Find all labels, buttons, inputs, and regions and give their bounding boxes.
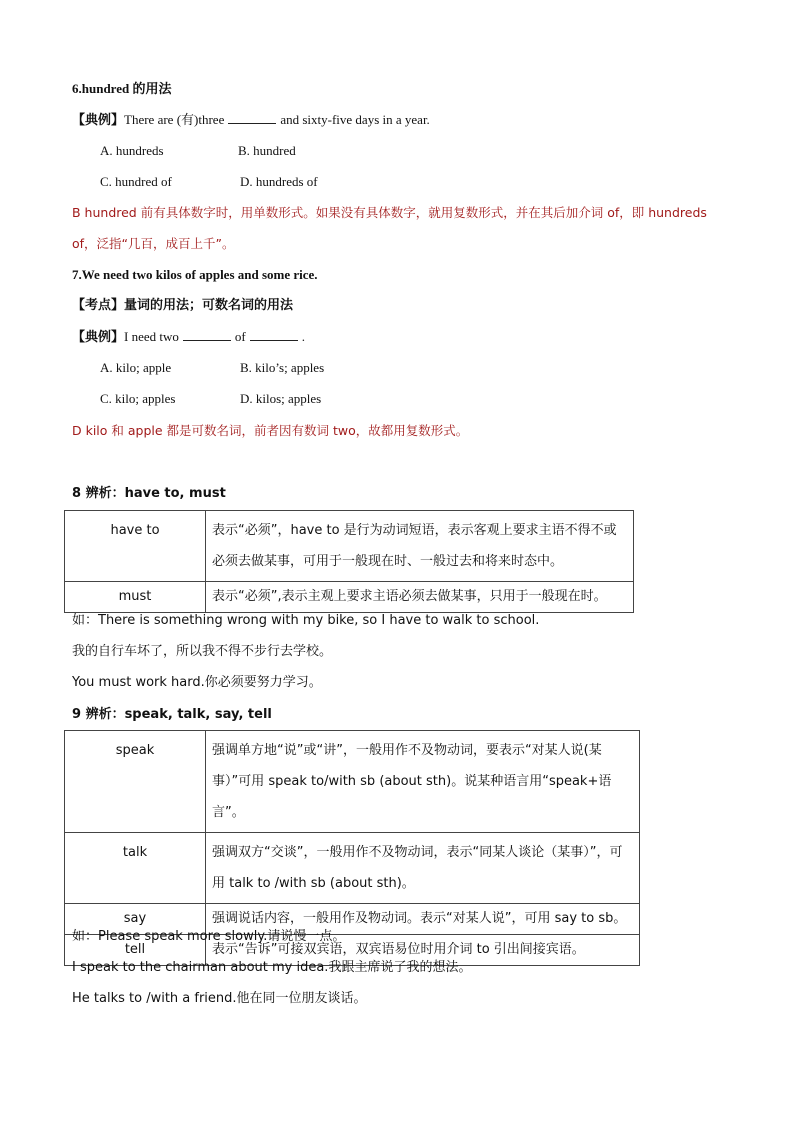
- section-9-title: 9 辨析：speak, talk, say, tell: [72, 707, 272, 722]
- s7-option-c: C. kilo; apples: [100, 391, 176, 406]
- s7-question: [72, 328, 305, 346]
- s7-option-b: B. kilo’s; apples: [240, 360, 325, 375]
- s6-option-b: B. hundred: [238, 143, 296, 158]
- s8-row-desc: 表示“必须”，have to 是行为动词短语，表示客观上要求主语不得不或必须去做某事，可用于一般现在时、一般过去和将来时态中。: [206, 511, 634, 582]
- section-7-title: 7.We need two kilos of apples and some rice.: [72, 267, 318, 282]
- s6-question: [72, 111, 430, 129]
- s8-example-1: 如：There is something wrong with my bike, so I have to walk to school.: [72, 613, 540, 628]
- s9-row-key: tell: [65, 935, 206, 966]
- point-tag: 【考点】: [72, 298, 125, 313]
- s7-question-end: .: [301, 329, 305, 344]
- s9-row-key: say: [65, 904, 206, 935]
- s7-point: [72, 297, 293, 315]
- answer-blank: [250, 328, 298, 341]
- s7-question-mid: of: [234, 329, 246, 344]
- s9-row-key: talk: [65, 833, 206, 904]
- answer-blank: [228, 111, 276, 124]
- s6-answer-line-2: of，泛指“几百，成百上千”。: [72, 236, 235, 251]
- s9-row-desc: 强调双方“交谈”，一般用作不及物动词，表示“同某人谈论（某事）”，可用 talk to /with sb (about sth)。: [206, 833, 640, 904]
- s7-option-a: A. kilo; apple: [100, 360, 172, 375]
- s7-option-d: D. kilos; apples: [240, 391, 322, 406]
- section-6-title: 6.hundred 的用法: [72, 81, 172, 96]
- table-row: [65, 731, 640, 833]
- s9-example-3: He talks to /with a friend.他在同一位朋友谈话。: [72, 991, 367, 1006]
- s9-row-desc: 强调单方地“说”或“讲”，一般用作不及物动词，要表示“对某人说(某事）”可用 speak to/with sb (about sth)。说某种语言用“speak+语言”。: [206, 731, 640, 833]
- s8-example-2: 我的自行车坏了，所以我不得不步行去学校。: [72, 644, 333, 659]
- s9-example-1: 如：Please speak more slowly.请说慢一点。: [72, 929, 346, 944]
- s8-table: [64, 510, 634, 613]
- example-tag: 【典例】: [72, 112, 125, 127]
- s6-option-d: D. hundreds of: [240, 174, 318, 189]
- s9-example-2: I speak to the chairman about my idea.我跟主席说了我的想法。: [72, 960, 472, 975]
- s7-question-pre: I need two: [124, 329, 179, 344]
- s8-row-desc: 表示“必须”,表示主观上要求主语必须去做某事，只用于一般现在时。: [206, 582, 634, 613]
- s8-row-key: have to: [65, 511, 206, 582]
- s6-answer-line-1: B hundred 前有具体数字时，用单数形式。如果没有具体数字，就用复数形式，并在其后加介词 of，即 hundreds: [72, 205, 707, 220]
- s6-question-post: and sixty-five days in a year.: [280, 112, 430, 127]
- s7-answer: D kilo 和 apple 都是可数名词，前者因有数词 two，故都用复数形式。: [72, 423, 469, 438]
- s9-row-desc: 表示“告诉”可接双宾语，双宾语易位时用介词 to 引出间接宾语。: [206, 935, 640, 966]
- answer-blank: [183, 328, 231, 341]
- example-tag: 【典例】: [72, 329, 125, 344]
- s9-row-key: speak: [65, 731, 206, 833]
- s6-option-c: C. hundred of: [100, 174, 172, 189]
- table-row: [65, 511, 634, 582]
- s6-question-pre: There are (有)three: [124, 112, 225, 127]
- table-row: [65, 833, 640, 904]
- section-8-title: 8 辨析：have to, must: [72, 486, 226, 501]
- s8-row-key: must: [65, 582, 206, 613]
- s6-option-a: A. hundreds: [100, 143, 164, 158]
- s8-example-3: You must work hard.你必须要努力学习。: [72, 675, 322, 690]
- s7-point-text: 量词的用法；可数名词的用法: [124, 298, 294, 313]
- s9-row-desc: 强调说话内容，一般用作及物动词。表示“对某人说”，可用 say to sb。: [206, 904, 640, 935]
- table-row: [65, 582, 634, 613]
